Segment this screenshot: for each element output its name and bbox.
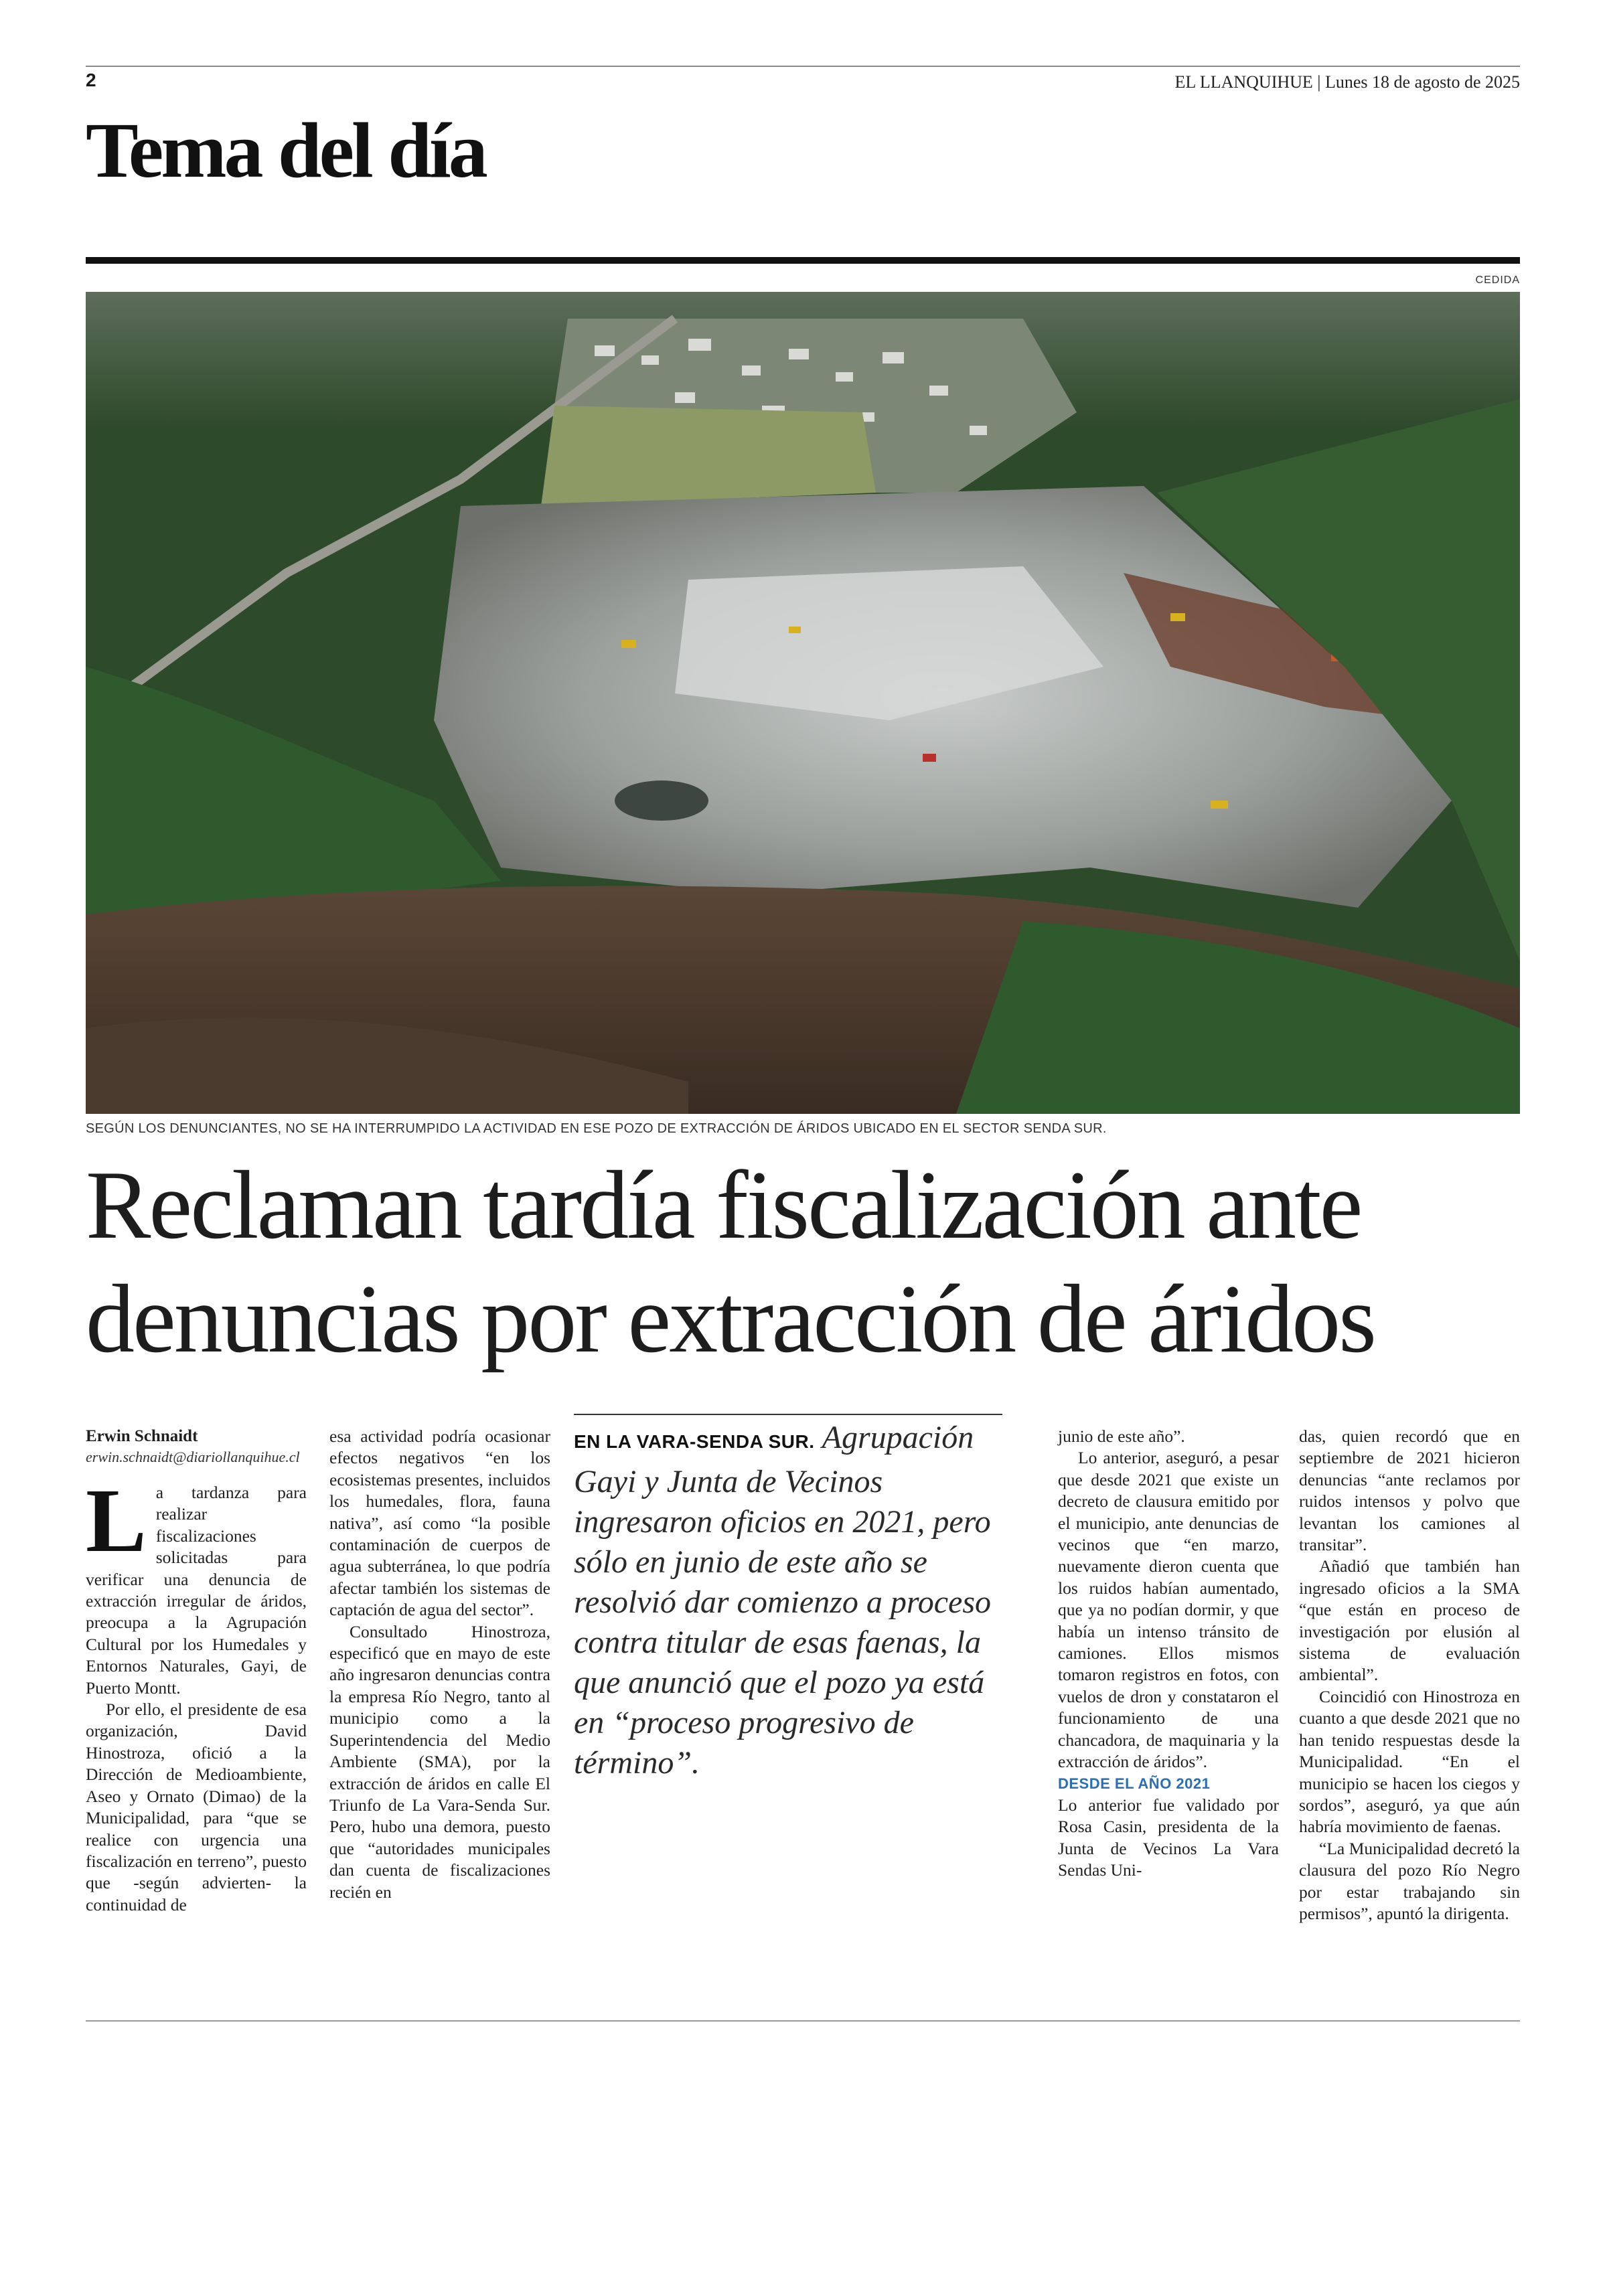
paragraph: Lo anterior fue validado por Rosa Casin, presidenta de la Junta de Vecinos La Vara Sendas Uni- — [1058, 1795, 1279, 1880]
page-number: 2 — [86, 70, 96, 90]
bottom-rule — [86, 2020, 1520, 2022]
aerial-photo — [86, 292, 1520, 1114]
masthead: EL LLANQUIHUE | Lunes 18 de agosto de 2025 — [1174, 72, 1520, 92]
paragraph: Por ello, el presidente de esa organización, David Hinostroza, ofició a la Dirección de Medioambiente, Aseo y Ornato (Dimao) de la Municipalidad, para “que se realice con urgencia una fiscalización en terreno”, puesto que -según advierten- la continuidad de — [86, 1700, 307, 1914]
article-column-4 — [1058, 1426, 1279, 1882]
headline-line-1: Reclaman tardía fiscalización ante — [86, 1151, 1361, 1259]
paragraph: Añadió que también han ingresado oficios a la SMA “que están en proceso de investigación por elusión al sistema de evaluación ambiental”. — [1299, 1556, 1520, 1685]
drop-cap: L — [86, 1471, 147, 1571]
section-rule — [86, 257, 1520, 264]
paragraph: “La Municipalidad decretó la clausura del pozo Río Negro por estar trabajando sin permisos”, apuntó la dirigenta. — [1299, 1838, 1520, 1923]
article-column-2 — [329, 1426, 550, 1903]
paragraph: das, quien recordó que en septiembre de 2021 hicieron denuncias “ante reclamos por ruidos intensos y polvo que levantan los camiones al transitar”. — [1299, 1426, 1520, 1555]
paragraph: junio de este año”. — [1058, 1426, 1185, 1446]
paragraph: Consultado Hinostroza, especificó que en mayo de este año ingresaron denuncias contra la empresa Río Negro, tanto al municipio como a la Superintendencia del Medio Ambiente (SMA), por la extracción de áridos en calle El Triunfo de La Vara-Senda Sur. Pero, hubo una demora, puesto que “autoridades municipales dan cuenta de fiscalizaciones recién en — [329, 1621, 550, 1902]
section-title: Tema del día — [86, 106, 485, 194]
paragraph: Coincidió con Hinostroza en cuanto a que desde 2021 que no han tenido respuestas desde la Municipalidad. “En el municipio se hacen los ciegos y sordos”, aseguró, ya que aún habría movimiento de faenas. — [1299, 1686, 1520, 1837]
paragraph: esa actividad podría ocasionar efectos negativos “en los ecosistemas presentes, incluidos los humedales, flora, fauna nativa”, así como “la posible contaminación de cuerpos de agua subterránea, lo que podría afectar también los sistemas de captación de agua del sector”. — [329, 1426, 550, 1620]
paragraph: Lo anterior, aseguró, a pesar que desde 2021 que existe un decreto de clausura emitido por el municipio, ante denuncias de vecinos que “en marzo, nuevamente dieron cuenta que los ruidos habían aumentado, que ya no podían dormir, y que había un intenso tránsito de camiones. Ellos mismos tomaron registros en fotos, con vuelos de dron y constataron el funcionamiento de una chancadora, de maquinaria y la extracción de áridos”. — [1058, 1448, 1279, 1772]
pullquote-text: Agrupación Gayi y Junta de Vecinos ingresaron oficios en 2021, pero sólo en junio de este año se resolvió dar comienzo a proceso contra titular de esas faenas, la que anunció que el pozo ya está en “proceso progresivo de término”. — [574, 1420, 992, 1781]
headline — [86, 1148, 1545, 1376]
top-rule — [86, 66, 1520, 67]
headline-line-2: denuncias por extracción de áridos — [86, 1264, 1375, 1373]
photo-credit: CEDIDA — [1475, 274, 1520, 286]
pullquote — [574, 1418, 1002, 1783]
pullquote-rule — [574, 1414, 1002, 1415]
paragraph: a tardanza para realizar fiscalizaciones solicitadas para verificar una denuncia de extracción irregular de áridos, preocupa a la Agrupación Cultural por los Humedales y Entornos Naturales, Gayi, de Puerto Montt. — [86, 1483, 307, 1698]
article-column-5 — [1299, 1426, 1520, 1924]
subhead: DESDE EL AÑO 2021 — [1058, 1775, 1211, 1792]
photo-caption: SEGÚN LOS DENUNCIANTES, NO SE HA INTERRUMPIDO LA ACTIVIDAD EN ESE POZO DE EXTRACCIÓN DE ÁRIDOS UBICADO EN EL SECTOR SENDA SUR. — [86, 1121, 1107, 1136]
pullquote-kicker: EN LA VARA-SENDA SUR. — [574, 1431, 815, 1452]
byline-author: Erwin Schnaidt — [86, 1427, 198, 1445]
article-column-1 — [86, 1426, 307, 1916]
byline-email: erwin.schnaidt@diariollanquihue.cl — [86, 1449, 300, 1465]
